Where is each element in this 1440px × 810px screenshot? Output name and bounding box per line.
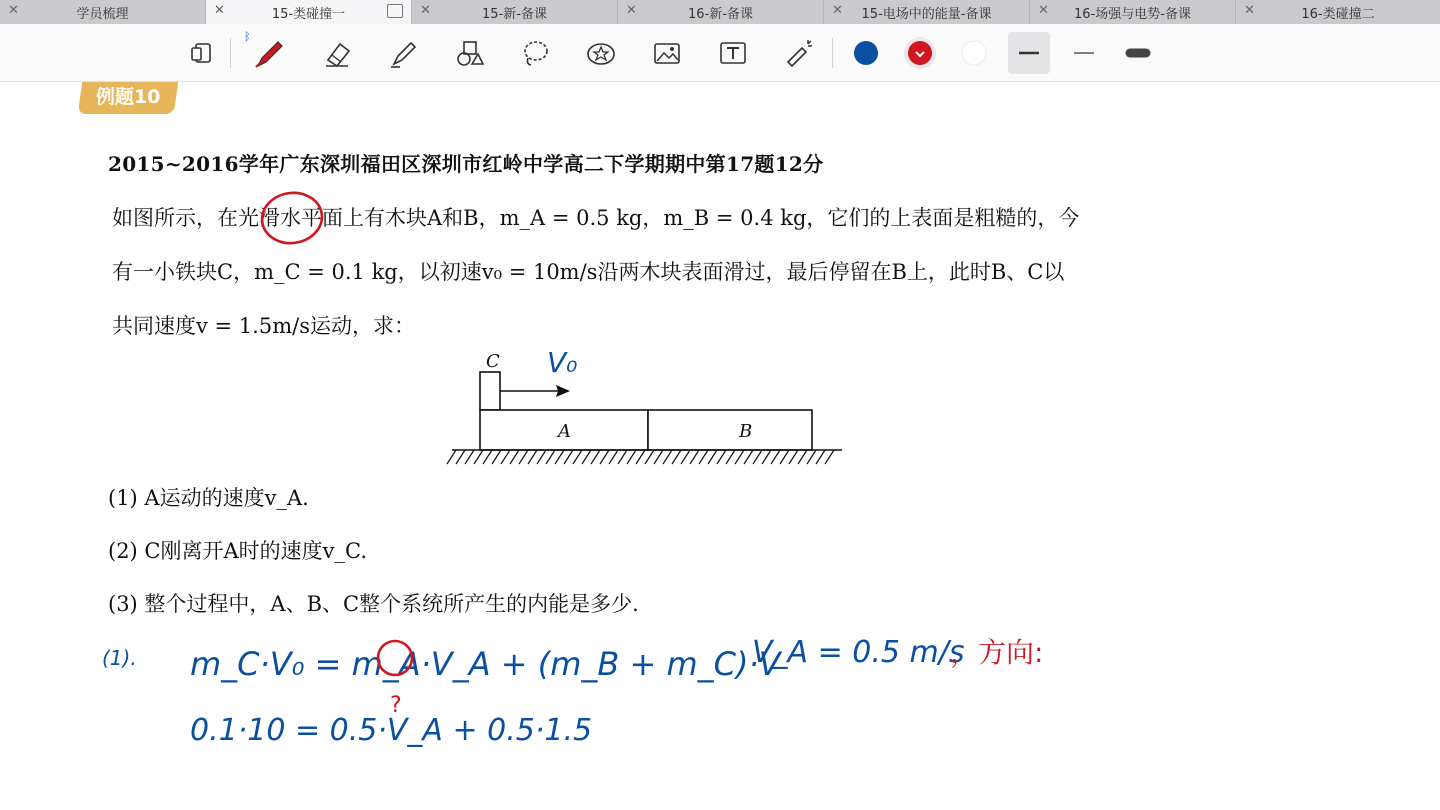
stroke-width-thin[interactable]: [1008, 32, 1050, 74]
close-tab-icon[interactable]: ✕: [1038, 3, 1049, 18]
tab-label: 学员梳理: [76, 7, 129, 22]
stroke-width-medium[interactable]: [1063, 32, 1105, 74]
tab-16-xin[interactable]: [618, 0, 824, 24]
hatch-line: [681, 450, 690, 464]
tab-label: 16-类碰撞二: [1301, 7, 1375, 22]
lasso-icon[interactable]: [514, 32, 556, 74]
bluetooth-icon: ᛒ: [244, 30, 251, 43]
sticker-icon[interactable]: [580, 32, 622, 74]
color-swatch-white[interactable]: [953, 32, 995, 74]
handwritten-number: (1).: [102, 646, 137, 670]
circle-annotation-va: [378, 641, 412, 675]
tab-lei-pengzhuang-2[interactable]: [1236, 0, 1440, 24]
diagram-label-a: A: [558, 421, 571, 442]
hatch-line: [735, 450, 744, 464]
annotation-toolbar: [0, 24, 1440, 82]
hatch-line: [528, 450, 537, 464]
hatch-line: [483, 450, 492, 464]
hatch-line: [636, 450, 645, 464]
close-tab-icon[interactable]: ✕: [832, 3, 843, 18]
problem-heading: 2015~2016学年广东深圳福田区深圳市红岭中学高二下学期期中第17题12分: [108, 152, 824, 176]
hatch-line: [537, 450, 546, 464]
shapes-icon[interactable]: [448, 32, 490, 74]
tab-15-xin[interactable]: [412, 0, 618, 24]
hatch-line: [582, 450, 591, 464]
tab-label: 16-新-备课: [688, 7, 753, 22]
hatch-line: [591, 450, 600, 464]
hatch-line: [510, 450, 519, 464]
stroke-width-thick[interactable]: [1117, 32, 1159, 74]
hatch-line: [447, 450, 456, 464]
hatch-line: [600, 450, 609, 464]
hatch-line: [726, 450, 735, 464]
close-tab-icon[interactable]: ✕: [626, 3, 637, 18]
hatch-line: [492, 450, 501, 464]
example-badge: [78, 82, 178, 114]
close-tab-icon[interactable]: ✕: [8, 3, 19, 18]
tab-lei-pengzhuang-1[interactable]: [206, 0, 412, 24]
hatch-line: [564, 450, 573, 464]
hatch-line: [501, 450, 510, 464]
hatch-line: [717, 450, 726, 464]
question-3: (3) 整个过程中，A、B、C整个系统所产生的内能是多少.: [108, 592, 639, 616]
hatch-line: [816, 450, 825, 464]
hatch-line: [762, 450, 771, 464]
tab-dianchang[interactable]: [824, 0, 1030, 24]
close-tab-icon[interactable]: ✕: [1244, 3, 1255, 18]
hatch-line: [672, 450, 681, 464]
pen-icon[interactable]: [248, 32, 290, 74]
handwritten-question-mark: ?: [390, 693, 402, 718]
hatch-line: [519, 450, 528, 464]
blocks-diagram: [440, 340, 860, 470]
hatch-line: [456, 450, 465, 464]
tab-label: 15-电场中的能量-备课: [861, 7, 992, 22]
handwritten-momentum-equation: m_C·V₀ = m_A·V_A + (m_B + m_C)·V: [190, 645, 781, 683]
handwritten-substitution: 0.1·10 = 0.5·V_A + 0.5·1.5: [190, 713, 593, 748]
text-box-icon[interactable]: [712, 32, 754, 74]
diagram-label-b: B: [739, 421, 753, 442]
hatch-line: [618, 450, 627, 464]
hatch-line: [573, 450, 582, 464]
hatch-line: [663, 450, 672, 464]
hatch-line: [609, 450, 618, 464]
color-swatch-red[interactable]: [899, 32, 941, 74]
tab-changqiang[interactable]: [1030, 0, 1236, 24]
example-badge-label: 例题10: [95, 86, 161, 108]
block-b: [648, 410, 812, 450]
hatch-line: [825, 450, 834, 464]
hatch-line: [474, 450, 483, 464]
close-tab-icon[interactable]: ✕: [420, 3, 431, 18]
toolbar-divider: [230, 38, 231, 68]
hatch-line: [753, 450, 762, 464]
hatch-line: [465, 450, 474, 464]
block-c: [480, 372, 500, 410]
question-1: (1) A运动的速度v_A.: [108, 486, 309, 510]
split-view-icon[interactable]: [387, 4, 403, 18]
hatch-line: [771, 450, 780, 464]
hatch-line: [798, 450, 807, 464]
hatch-line: [654, 450, 663, 464]
tab-xueyuan[interactable]: [0, 0, 206, 24]
hatch-line: [699, 450, 708, 464]
toolbar-divider: [832, 38, 833, 68]
hatch-line: [780, 450, 789, 464]
highlighter-icon[interactable]: [382, 32, 424, 74]
hatch-line: [708, 450, 717, 464]
hatch-line: [546, 450, 555, 464]
hatch-line: [744, 450, 753, 464]
hatch-line: [807, 450, 816, 464]
tab-bar: [0, 0, 1440, 24]
hatch-line: [555, 450, 564, 464]
hatch-line: [789, 450, 798, 464]
diagram-label-c: C: [486, 351, 500, 372]
eraser-icon[interactable]: [316, 32, 358, 74]
hatch-line: [645, 450, 654, 464]
hatch-line: [690, 450, 699, 464]
tab-label: 15-类碰撞一: [271, 7, 346, 22]
handwritten-direction: ，方向:: [950, 636, 1044, 669]
problem-line-2: 有一小铁块C，m_C = 0.1 kg，以初速v₀ = 10m/s沿两木块表面滑过，最后停留在B上，此时B、C以: [112, 260, 1065, 284]
close-tab-icon[interactable]: ✕: [214, 3, 225, 18]
color-swatch-blue[interactable]: [845, 32, 887, 74]
handwritten-v0: V₀: [547, 346, 578, 379]
question-2: (2) C刚离开A时的速度v_C.: [108, 539, 368, 563]
tab-label: 16-场强与电势-备课: [1074, 7, 1191, 22]
ground-hatching: [447, 450, 834, 464]
handwritten-result: V_A = 0.5 m/s: [752, 635, 965, 670]
hatch-line: [627, 450, 636, 464]
page-view-icon[interactable]: [182, 32, 224, 74]
laser-pointer-icon[interactable]: [778, 32, 820, 74]
problem-line-1: 如图所示，在光滑水平面上有木块A和B，m_A = 0.5 kg，m_B = 0.4 kg，它们的上表面是粗糙的，今: [112, 206, 1080, 230]
tab-label: 15-新-备课: [482, 7, 547, 22]
arrow-head: [556, 385, 570, 397]
image-icon[interactable]: [646, 32, 688, 74]
problem-line-3: 共同速度v = 1.5m/s运动，求：: [112, 314, 415, 338]
